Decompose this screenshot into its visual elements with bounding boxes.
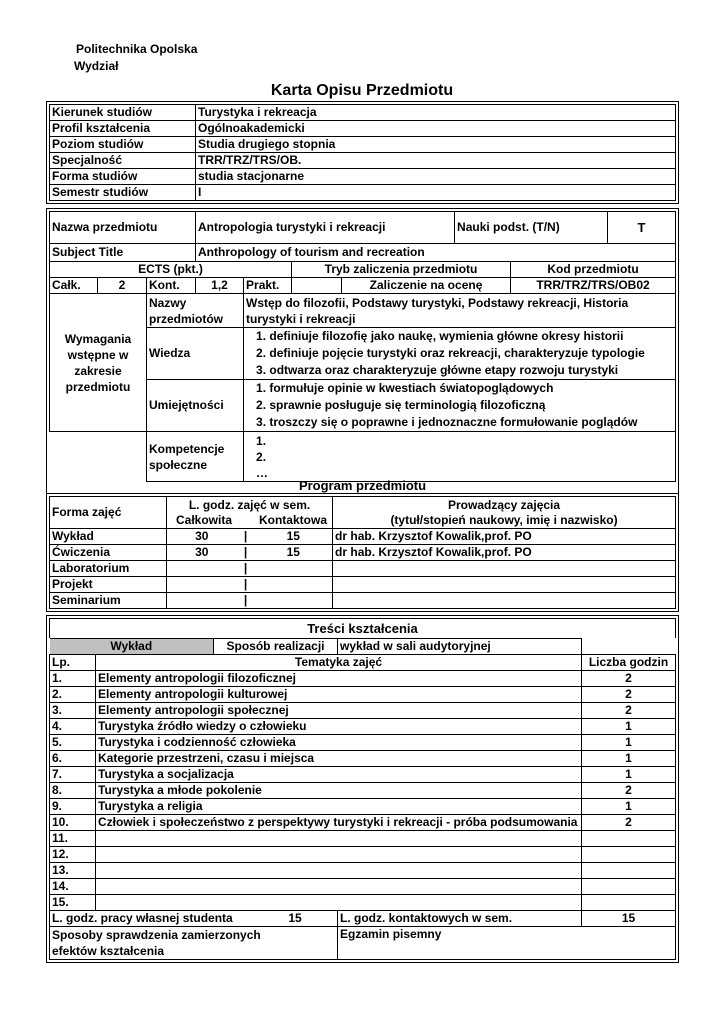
topic-title: Turystyka a młode pokolenie	[96, 783, 582, 799]
program-form: Seminarium	[50, 593, 167, 609]
form-label: Forma zajęć	[50, 497, 167, 529]
ects-label: ECTS (pkt.)	[50, 262, 292, 278]
study-info-row	[50, 153, 676, 169]
program-form: Ćwiczenia	[50, 545, 167, 561]
program-row	[50, 529, 676, 545]
knowledge-list	[244, 328, 676, 380]
topic-title: Turystyka i codzienność człowieka	[96, 735, 582, 751]
content-title: Treści kształcenia	[49, 618, 676, 638]
knowledge-item: 1. definiuje filozofię jako naukę, wymienia główne okresy historii	[256, 329, 624, 343]
assessment-mode-label: Tryb zaliczenia przedmiotu	[292, 262, 511, 278]
skills-list	[244, 380, 676, 432]
study-info-value: I	[196, 185, 676, 201]
topic-lp: 6.	[50, 751, 96, 767]
subject-title-label: Subject Title	[50, 244, 196, 262]
own-work-label	[50, 911, 338, 927]
topic-hours: 1	[582, 735, 676, 751]
method-value: wykład w sali audytoryjnej	[338, 639, 582, 655]
study-info-value: Ogólnoakademicki	[196, 121, 676, 137]
topic-title: Turystyka źródło wiedzy o człowieku	[96, 719, 582, 735]
hours-subheader	[169, 513, 330, 528]
skill-item: 1. formułuje opinie w kwestiach światopoglądowych	[256, 381, 554, 395]
study-info-table	[49, 104, 676, 201]
content-table	[49, 638, 676, 960]
program-teacher: dr hab. Krzysztof Kowalik,prof. PO	[333, 529, 676, 545]
study-info-row	[50, 185, 676, 201]
knowledge-label: Wiedza	[147, 328, 244, 380]
program-contact-hours	[255, 577, 333, 593]
ects-practical-label: Prakt.	[244, 278, 292, 294]
topic-title	[96, 879, 582, 895]
social-competence-item: 2.	[256, 449, 267, 464]
assessment-methods-label	[50, 927, 338, 960]
topic-lp: 4.	[50, 719, 96, 735]
topic-lp: 15.	[50, 895, 96, 911]
topic-row	[50, 831, 676, 847]
topic-hours: 1	[582, 799, 676, 815]
program-total-hours	[167, 577, 237, 593]
assessment-methods-label-text: Sposoby sprawdzenia zamierzonych efektów kształcenia	[52, 928, 261, 958]
program-title: Program przedmiotu	[298, 478, 427, 493]
program-box	[46, 493, 679, 612]
prior-subjects-label: Nazwy przedmiotów	[147, 294, 244, 328]
topic-hours	[582, 847, 676, 863]
topic-title: Kategorie przestrzeni, czasu i miejsca	[96, 751, 582, 767]
topic-row	[50, 703, 676, 719]
teacher-header	[333, 497, 676, 529]
study-info-value: studia stacjonarne	[196, 169, 676, 185]
ects-contact-value: 1,2	[196, 278, 244, 294]
study-info-label: Semestr studiów	[50, 185, 196, 201]
subject-code-label: Kod przedmiotu	[511, 262, 676, 278]
topic-title	[96, 847, 582, 863]
ects-contact-label: Kont.	[147, 278, 196, 294]
study-info-row	[50, 121, 676, 137]
program-row	[50, 561, 676, 577]
hours-header	[167, 497, 333, 529]
subject-name-label: Nazwa przedmiotu	[50, 212, 196, 244]
program-total-hours	[167, 593, 237, 609]
subject-code-value: TRR/TRZ/TRS/OB02	[511, 278, 676, 294]
subject-table	[49, 211, 676, 482]
knowledge-item: 2. definiuje pojęcie turystyki oraz rekreacji, charakteryzuje typologie	[256, 346, 645, 360]
department-name: Wydział	[74, 59, 119, 73]
topic-hours	[582, 895, 676, 911]
topic-hours	[582, 831, 676, 847]
topic-row	[50, 879, 676, 895]
study-info-box	[46, 101, 679, 204]
topic-title: Elementy antropologii filozoficznej	[96, 671, 582, 687]
topic-hours: 1	[582, 719, 676, 735]
topic-hours: 2	[582, 815, 676, 831]
program-form: Projekt	[50, 577, 167, 593]
social-competences-list	[244, 432, 676, 482]
topic-title	[96, 895, 582, 911]
topic-row	[50, 719, 676, 735]
topic-row	[50, 895, 676, 911]
study-info-row	[50, 137, 676, 153]
topic-lp: 8.	[50, 783, 96, 799]
program-teacher: dr hab. Krzysztof Kowalik,prof. PO	[333, 545, 676, 561]
subject-title-en: Anthropology of tourism and recreation	[196, 244, 676, 262]
hours-contact-label: Kontaktowa	[258, 512, 327, 527]
social-competence-item: 1.	[256, 433, 267, 448]
topic-hours: 1	[582, 767, 676, 783]
own-work-label-text: L. godz. pracy własnej studenta	[52, 911, 233, 925]
topic-lp: 2.	[50, 687, 96, 703]
ects-practical-value	[292, 278, 342, 294]
method-label: Sposób realizacji	[214, 639, 338, 655]
skill-item: 3. troszczy się o poprawne i jednoznaczne formułowanie poglądów	[256, 415, 638, 429]
topic-hours: 2	[582, 671, 676, 687]
document-title: Karta Opisu Przedmiotu	[270, 82, 454, 99]
prior-subjects-line-1: Wstęp do filozofii, Podstawy turystyki, Podstawy rekreacji, Historia	[246, 295, 629, 310]
topic-lp: 12.	[50, 847, 96, 863]
topic-hours: 2	[582, 687, 676, 703]
teacher-sublabel: (tytuł/stopień naukowy, imię i nazwisko)	[390, 512, 618, 527]
study-info-value: Studia drugiego stopnia	[196, 137, 676, 153]
skill-item: 2. sprawnie posługuje się terminologią filozoficzną	[256, 398, 546, 412]
topic-row	[50, 799, 676, 815]
topic-row	[50, 751, 676, 767]
topic-lp: 13.	[50, 863, 96, 879]
program-total-hours	[167, 561, 237, 577]
topic-lp: 14.	[50, 879, 96, 895]
program-contact-hours	[255, 561, 333, 577]
topic-row	[50, 815, 676, 831]
prerequisites-label: Wymagania wstępne w zakresie przedmiotu	[50, 294, 147, 432]
topic-row	[50, 863, 676, 879]
topic-lp: 5.	[50, 735, 96, 751]
topic-title	[96, 863, 582, 879]
social-competences-label: Kompetencje społeczne	[147, 432, 244, 482]
knowledge-item: 3. odtwarza oraz charakteryzuje główne etapy rozwoju turystyki	[256, 363, 619, 377]
program-row	[50, 577, 676, 593]
program-contact-hours: 15	[255, 529, 333, 545]
assessment-methods-value: Egzamin pisemny	[338, 927, 676, 960]
study-info-label: Forma studiów	[50, 169, 196, 185]
program-separator: |	[237, 545, 255, 561]
basic-sciences-label: Nauki podst. (T/N)	[455, 212, 608, 244]
hours-count-header: Liczba godzin	[582, 655, 676, 671]
program-teacher	[333, 561, 676, 577]
assessment-mode-value: Zaliczenie na ocenę	[342, 278, 511, 294]
topic-row	[50, 783, 676, 799]
teacher-label: Prowadzący zajęcia	[447, 497, 561, 512]
skills-label: Umiejętności	[147, 380, 244, 432]
topic-title: Elementy antropologii kulturowej	[96, 687, 582, 703]
program-contact-hours: 15	[255, 545, 333, 561]
social-competence-item: …	[256, 465, 269, 480]
prior-subjects-line-2: turystyki i rekreacji	[246, 311, 356, 326]
program-separator: |	[237, 561, 255, 577]
topic-row	[50, 671, 676, 687]
program-contact-hours	[255, 593, 333, 609]
program-teacher	[333, 577, 676, 593]
contact-hours-label: L. godz. kontaktowych w sem.	[338, 911, 582, 927]
university-name: Politechnika Opolska	[76, 42, 198, 56]
program-form: Laboratorium	[50, 561, 167, 577]
prior-subjects-value	[244, 294, 676, 328]
study-info-value: TRR/TRZ/TRS/OB.	[196, 153, 676, 169]
own-work-value: 15	[288, 911, 302, 925]
program-separator: |	[237, 593, 255, 609]
program-separator: |	[237, 577, 255, 593]
program-table	[49, 496, 676, 609]
topic-lp: 9.	[50, 799, 96, 815]
topic-hours: 2	[582, 703, 676, 719]
topic-header: Tematyka zajęć	[96, 655, 582, 671]
topic-lp: 11.	[50, 831, 96, 847]
topic-title: Turystyka a religia	[96, 799, 582, 815]
topic-title: Turystyka a socjalizacja	[96, 767, 582, 783]
study-info-row	[50, 169, 676, 185]
program-total-hours: 30	[167, 545, 237, 561]
subject-box	[46, 208, 679, 495]
ects-total-label: Całk.	[50, 278, 98, 294]
program-separator: |	[237, 529, 255, 545]
contact-hours-value: 15	[582, 911, 676, 927]
content-form-label: Wykład	[50, 639, 214, 655]
lp-header: Lp.	[50, 655, 96, 671]
study-info-label: Specjalność	[50, 153, 196, 169]
topic-hours: 1	[582, 751, 676, 767]
topic-lp: 3.	[50, 703, 96, 719]
program-total-hours: 30	[167, 529, 237, 545]
basic-sciences-value: T	[608, 212, 676, 244]
topic-row	[50, 687, 676, 703]
program-row	[50, 593, 676, 609]
program-teacher	[333, 593, 676, 609]
topic-lp: 7.	[50, 767, 96, 783]
topic-title: Człowiek i społeczeństwo z perspektywy turystyki i rekreacji - próba podsumowania	[96, 815, 582, 831]
topic-hours	[582, 863, 676, 879]
subject-name: Antropologia turystyki i rekreacji	[196, 212, 455, 244]
topic-lp: 10.	[50, 815, 96, 831]
study-info-label: Kierunek studiów	[50, 105, 196, 121]
hours-label: L. godz. zajęć w sem.	[188, 497, 311, 512]
topic-title	[96, 831, 582, 847]
topic-hours	[582, 879, 676, 895]
study-info-row	[50, 105, 676, 121]
study-info-label: Poziom studiów	[50, 137, 196, 153]
hours-total-label: Całkowita	[175, 512, 232, 527]
program-row	[50, 545, 676, 561]
ects-total-value: 2	[98, 278, 147, 294]
content-box	[46, 615, 679, 963]
topic-row	[50, 847, 676, 863]
topic-hours: 2	[582, 783, 676, 799]
topic-lp: 1.	[50, 671, 96, 687]
topic-title: Elementy antropologii społecznej	[96, 703, 582, 719]
study-info-label: Profil kształcenia	[50, 121, 196, 137]
topic-row	[50, 767, 676, 783]
study-info-value: Turystyka i rekreacja	[196, 105, 676, 121]
topic-row	[50, 735, 676, 751]
program-form: Wykład	[50, 529, 167, 545]
